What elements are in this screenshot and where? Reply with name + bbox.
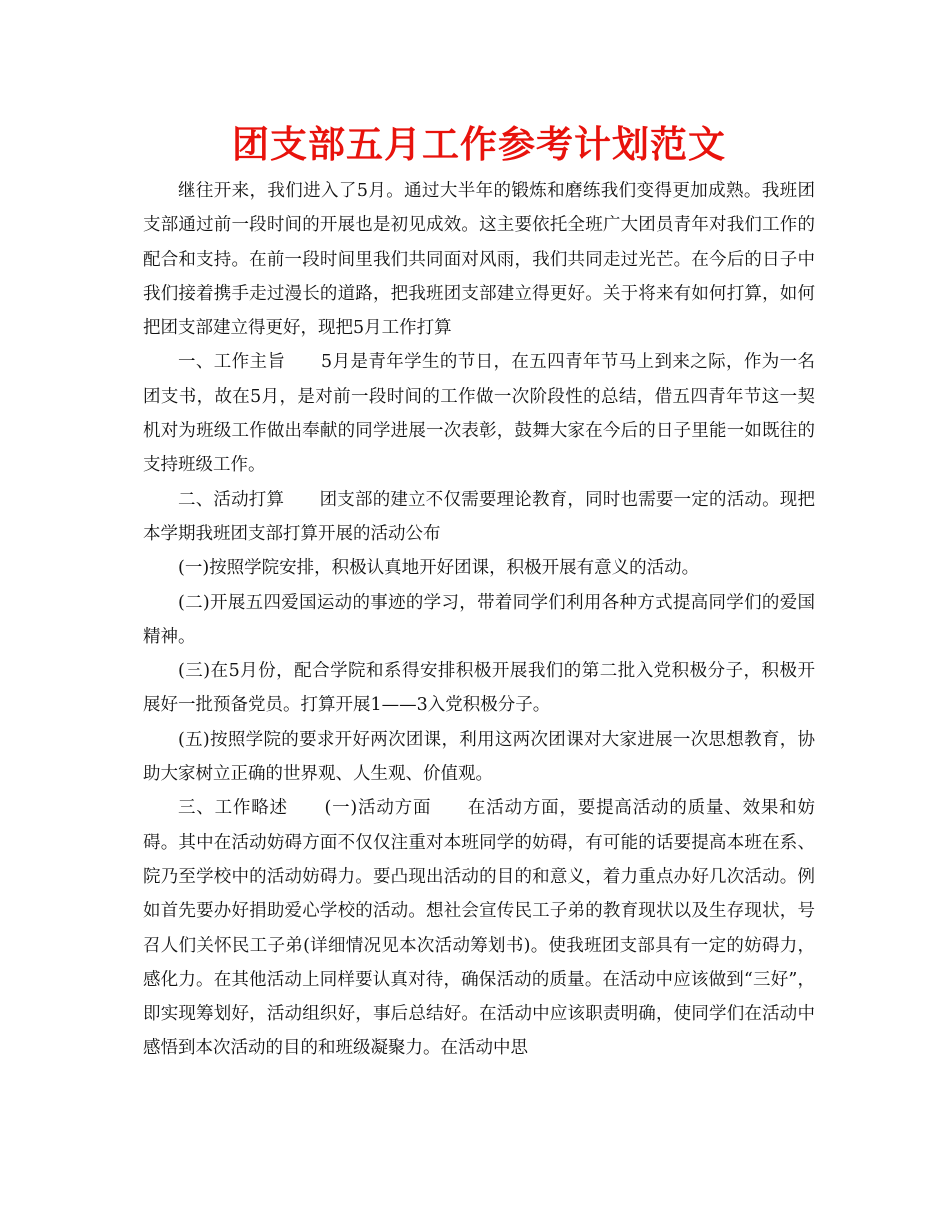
paragraph-work-purpose: 一、工作主旨 5月是青年学生的节日，在五四青年节马上到来之际，作为一名团支书，故在5月，是对前一段时间的工作做一次阶段性的总结，借五四青年节这一契机对为班级工作做出奉献的同学进展一次表彰，鼓舞大家在今后的日子里能一如既往的支持班级工作。	[143, 352, 815, 476]
paragraph-item-5: (五)按照学院的要求开好两次团课，利用这两次团课对大家进展一次思想教育，协助大家树立正确的世界观、人生观、价值观。	[143, 729, 815, 785]
paragraph-work-summary: 三、工作略述 (一)活动方面 在活动方面，要提高活动的质量、效果和妨碍。其中在活动妨碍方面不仅仅注重对本班同学的妨碍，有可能的话要提高本班在系、院乃至学校中的活动妨碍力。要凸现出活动的目的和意义，着力重点办好几次活动。例如首先要办好捐助爱心学校的活动。想社会宣传民工子弟的教育现状以及生存现状，号召人们关怀民工子弟(详细情况见本次活动筹划书)。使我班团支部具有一定的妨碍力，感化力。在其他活动上同样要认真对待，确保活动的质量。在活动中应该做到“三好”，即实现筹划好，活动组织好，事后总结好。在活动中应该职责明确，使同学们在活动中感悟到本次活动的目的和班级凝聚力。在活动中思	[143, 798, 815, 1059]
document-title: 团支部五月工作参考计划范文	[232, 123, 726, 166]
document-page	[143, 118, 815, 1066]
paragraph-item-1: (一)按照学院安排，积极认真地开好团课，积极开展有意义的活动。	[178, 558, 700, 579]
paragraph-item-2: (二)开展五四爱国运动的事迹的学习，带着同学们利用各种方式提高同学们的爱国精神。	[143, 592, 815, 647]
paragraph-intro: 继往开来，我们进入了5月。通过大半年的锻炼和磨练我们变得更加成熟。我班团支部通过前一段时间的开展也是初见成效。这主要依托全班广大团员青年对我们工作的配合和支持。在前一段时间里我们共同面对风雨，我们共同走过光芒。在今后的日子中我们接着携手走过漫长的道路，把我班团支部建立得更好。关于将来有如何打算，如何把团支部建立得更好，现把5月工作打算	[143, 181, 815, 339]
paragraph-item-3: (三)在5月份，配合学院和系得安排积极开展我们的第二批入党积极分子，积极开展好一批预备党员。打算开展1——3入党积极分子。	[143, 661, 815, 716]
paragraph-activity-plan: 二、活动打算 团支部的建立不仅需要理论教育，同时也需要一定的活动。现把本学期我班团支部打算开展的活动公布	[143, 489, 815, 544]
